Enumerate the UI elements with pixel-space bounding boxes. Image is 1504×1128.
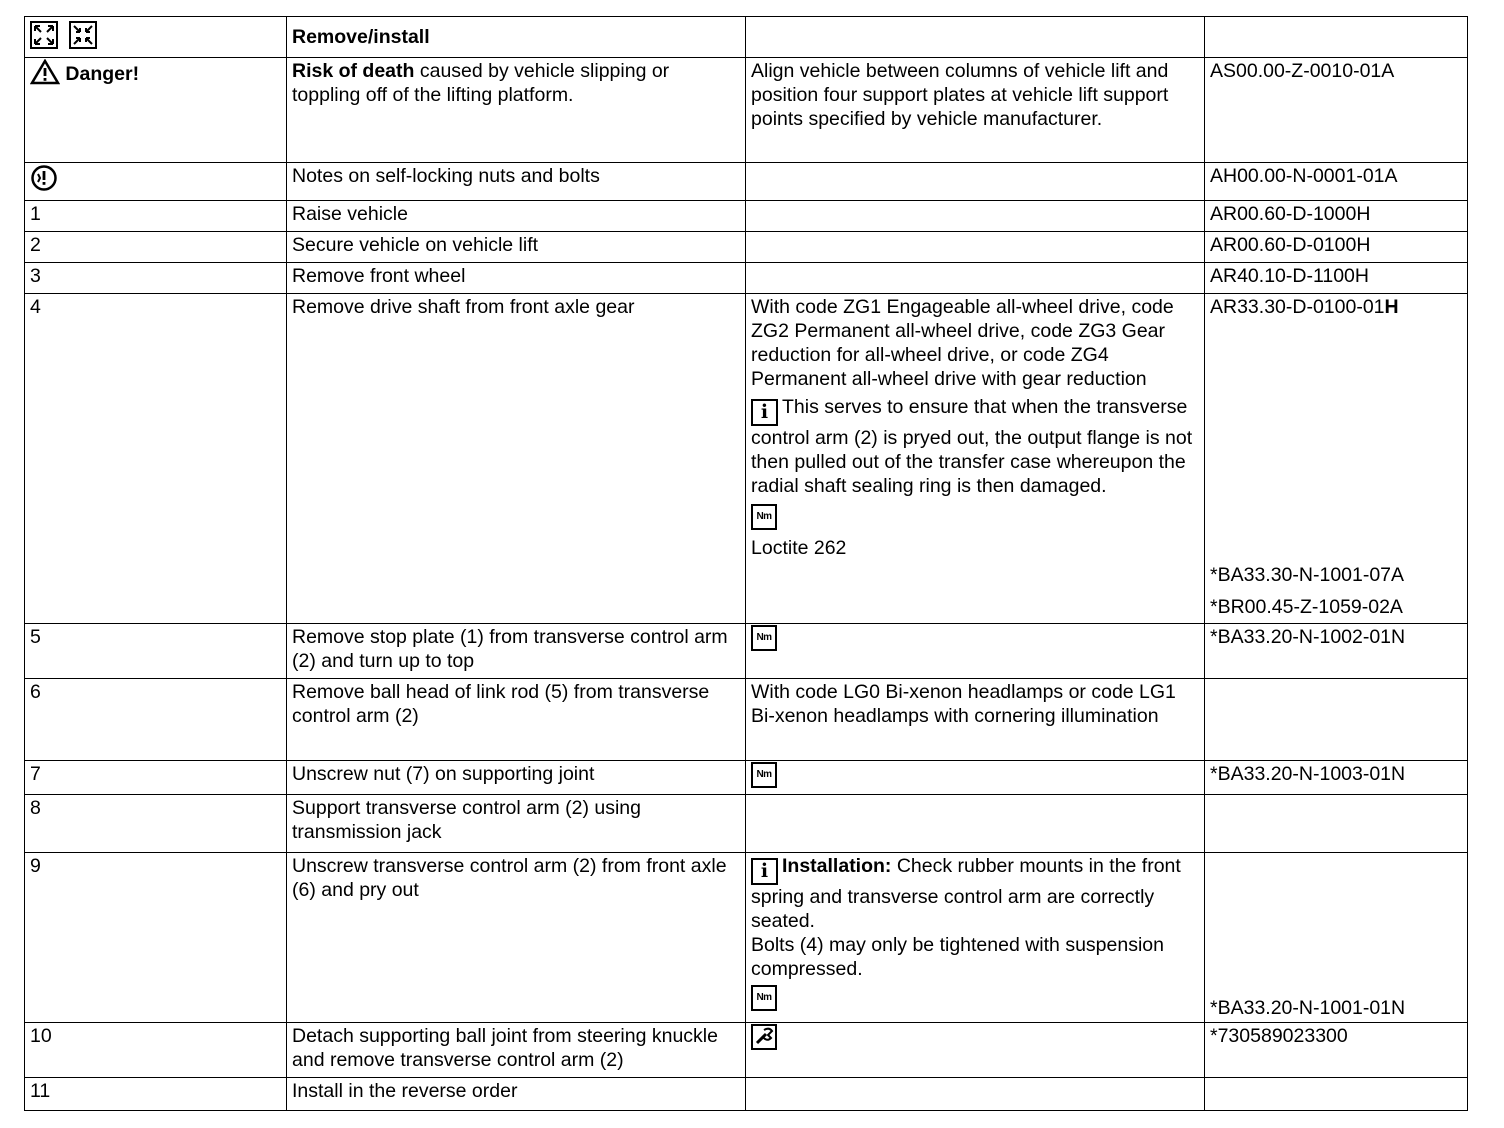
table-row [25,853,1468,1023]
collapse-icon[interactable] [69,21,97,55]
table-row [25,679,1468,761]
danger-instruction: Align vehicle between columns of vehicle lift and position four support plates at vehicle lift support points specified by vehicle manufacturer. [746,58,1205,163]
step-ref: AR40.10-D-1100H [1205,263,1468,294]
step-number: 5 [25,624,287,679]
step-notes [746,232,1205,263]
step-number: 4 [25,294,287,624]
step-number: 6 [25,679,287,761]
header-empty-cell [1205,17,1468,58]
special-tool-icon [751,1024,777,1050]
header-row [25,17,1468,58]
step-ref: AR33.30-D-0100-01H [1210,296,1399,318]
notes-row [25,163,1468,201]
table-row [25,1023,1468,1078]
code-notes: With code ZG1 Engageable all-wheel drive, code ZG2 Permanent all-wheel drive, code ZG3 Gear reduction for all-wheel drive, or code ZG4 Permanent all-wheel drive with gear reduction [751,296,1174,390]
bolts-note: Bolts (4) may only be tightened with suspension compressed. [751,934,1164,980]
step-ref-cell [1205,853,1468,1023]
notes-ref: AH00.00-N-0001-01A [1205,163,1468,201]
risk-text: caused by vehicle slipping or toppling off of the lifting platform. [292,60,670,106]
table-row [25,263,1468,294]
step-notes [746,263,1205,294]
torque-line [751,504,1199,534]
step-notes [746,1023,1205,1078]
step-number: 7 [25,761,287,795]
info-icon: i [751,399,778,426]
procedure-table [24,16,1468,1111]
step-number: 8 [25,795,287,853]
step-text: Unscrew nut (7) on supporting joint [287,761,746,795]
torque-icon: Nm [751,985,777,1011]
info-icon: i [751,858,778,885]
step-ref-cell [1205,294,1468,624]
torque-icon: Nm [751,762,777,788]
step-ref: *BA33.20-N-1003-01N [1205,761,1468,795]
table-row [25,232,1468,263]
torque-icon: Nm [751,625,777,651]
step-notes: With code LG0 Bi-xenon headlamps or code LG1 Bi-xenon headlamps with cornering illumination [746,679,1205,761]
torque-ref: *BA33.30-N-1001-07A [1210,564,1405,586]
step-ref: *BA33.20-N-1002-01N [1205,624,1468,679]
step-notes [746,294,1205,624]
notes-empty-cell [746,163,1205,201]
danger-row [25,58,1468,163]
loctite-line: Loctite 262 [751,537,847,559]
danger-ref: AS00.00-Z-0010-01A [1205,58,1468,163]
info-text: This serves to ensure that when the transverse control arm (2) is pryed out, the output flange is not then pulled out of the transfer case whereupon the radial shaft sealing ring is then damaged. [751,396,1193,497]
table-row [25,201,1468,232]
loctite-ref: *BR00.45-Z-1059-02A [1210,596,1403,618]
step-text: Remove stop plate (1) from transverse control arm (2) and turn up to top [287,624,746,679]
step-notes [746,795,1205,853]
risk-bold: Risk of death [292,60,415,82]
notes-text: Notes on self-locking nuts and bolts [287,163,746,201]
step-text: Detach supporting ball joint from steering knuckle and remove transverse control arm (2) [287,1023,746,1078]
step-ref: *BA33.20-N-1001-01N [1210,997,1406,1019]
info-note [751,395,1199,498]
header-empty-cell [746,17,1205,58]
step-notes [746,853,1205,1023]
step-notes [746,624,1205,679]
table-row [25,624,1468,679]
step-text: Unscrew transverse control arm (2) from front axle (6) and pry out [287,853,746,1023]
header-title: Remove/install [287,17,746,58]
torque-icon: Nm [751,504,777,530]
table-row [25,1078,1468,1111]
step-text: Secure vehicle on vehicle lift [287,232,746,263]
danger-risk-cell [287,58,746,163]
table-row [25,795,1468,853]
step-number: 3 [25,263,287,294]
step-ref: *730589023300 [1205,1023,1468,1078]
table-row [25,761,1468,795]
install-note: i Installation: Check rubber mounts in the front spring and transverse control arm are correctly seated. [751,855,1181,932]
step-text: Install in the reverse order [287,1078,746,1111]
danger-cell [25,58,287,163]
step-ref [1205,795,1468,853]
step-number: 1 [25,201,287,232]
step-number: 11 [25,1078,287,1111]
step-notes [746,201,1205,232]
step-number: 9 [25,853,287,1023]
step-notes [746,1078,1205,1111]
step-text: Remove ball head of link rod (5) from transverse control arm (2) [287,679,746,761]
step-ref [1205,679,1468,761]
step-text: Remove drive shaft from front axle gear [287,294,746,624]
header-icons-cell [25,17,287,58]
step-ref [1205,1078,1468,1111]
expand-icon[interactable] [30,21,58,55]
step-notes [746,761,1205,795]
warning-triangle-icon [30,59,60,91]
danger-label: Danger! [65,63,140,86]
step-number: 10 [25,1023,287,1078]
step-ref: AR00.60-D-1000H [1205,201,1468,232]
step-text: Raise vehicle [287,201,746,232]
notes-icon-cell [25,163,287,201]
step-text: Support transverse control arm (2) using transmission jack [287,795,746,853]
step-text: Remove front wheel [287,263,746,294]
step-number: 2 [25,232,287,263]
notes-icon [30,164,58,198]
step-ref: AR00.60-D-0100H [1205,232,1468,263]
table-row [25,294,1468,624]
